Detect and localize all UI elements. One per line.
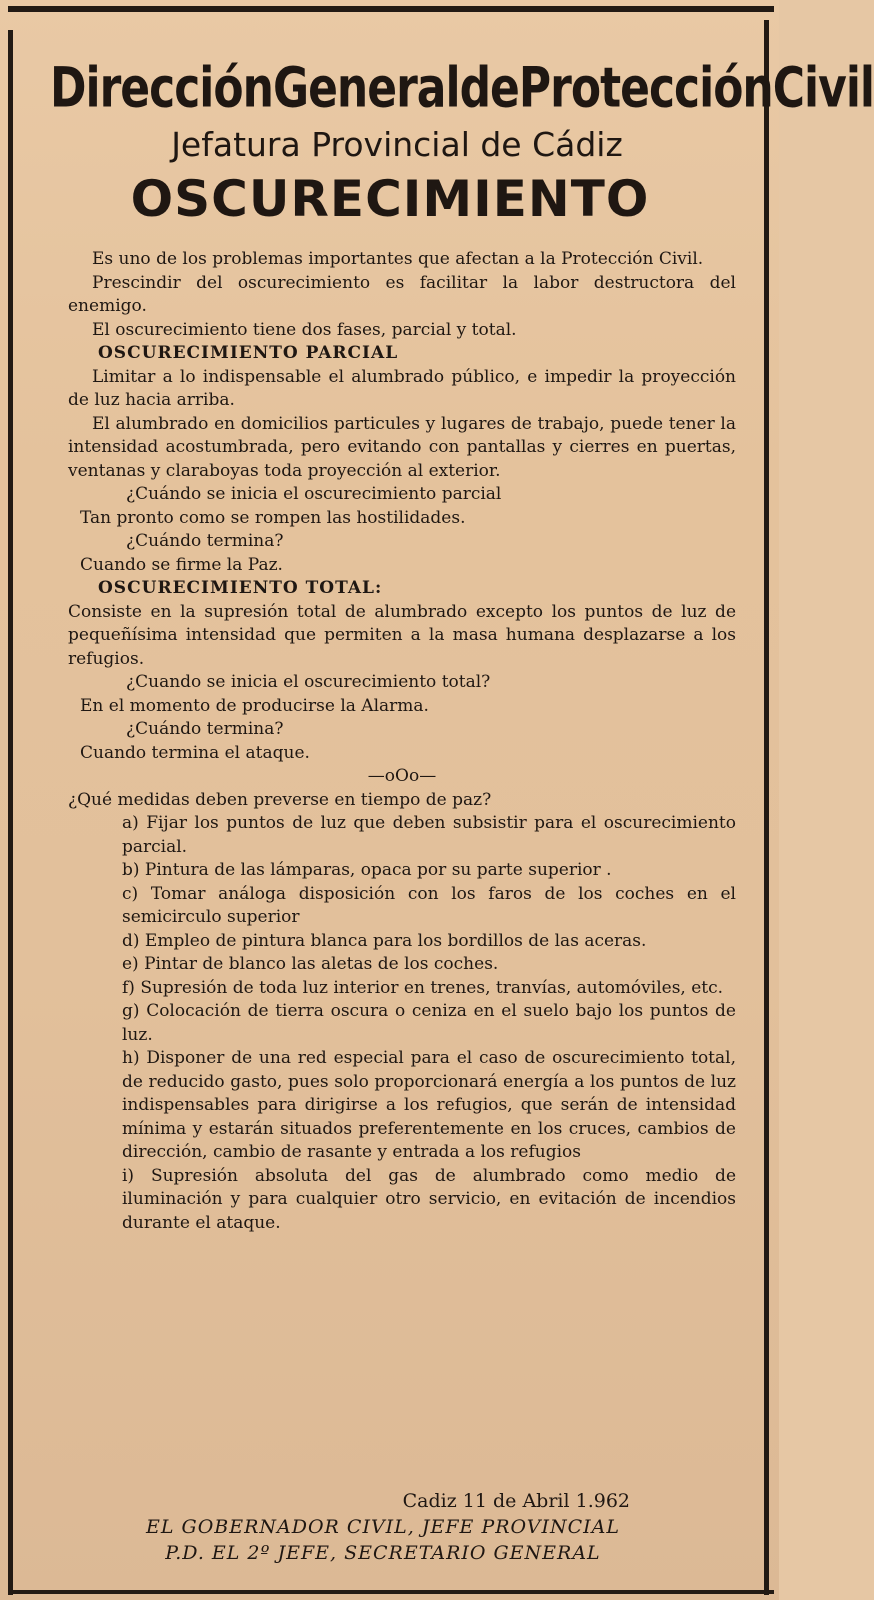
signature-line-2: P.D. EL 2º JEFE, SECRETARIO GENERAL [165, 1542, 601, 1564]
section-heading-partial: OSCURECIMIENTO PARCIAL [98, 343, 399, 363]
answer: En el momento de producirse la Alarma. [80, 695, 429, 716]
left-border-rule [8, 30, 13, 1595]
list-item: i) Supresión absoluta del gas de alumbrado como medio de iluminación y para cualquier otro servicio, en evitación de incendios durante el ataque. [122, 1165, 736, 1233]
paragraph: Limitar a lo indispensable el alumbrado público, e impedir la proyección de luz hacia arriba. [68, 366, 736, 410]
signature-line-1: EL GOBERNADOR CIVIL, JEFE PROVINCIAL [145, 1516, 621, 1538]
separator: —oOo— [367, 766, 437, 786]
list-item: h) Disponer de una red especial para el caso de oscurecimiento total, de reducido gasto, pues solo proporcionará energía a los puntos de luz indispensables para dirigirse a los refugios, que serán de intensidad mínima y estarán situados preferentemente en los cruces, cambios de dirección, cambio de rasante y entrada a los refugios [122, 1048, 736, 1162]
section-heading-total: OSCURECIMIENTO TOTAL: [98, 578, 383, 598]
subtitle: Jefatura Provincial de Cádiz [171, 125, 623, 164]
list-item: d) Empleo de pintura blanca para los bordillos de las aceras. [122, 930, 647, 951]
paragraph: El alumbrado en domicilios particules y lugares de trabajo, puede tener la intensidad acostumbrada, pero evitando con pantallas y cierres en puertas, ventanas y claraboyas toda proyección al exterior. [68, 413, 736, 481]
paragraph: Es uno de los problemas importantes que afectan a la Protección Civil. [92, 249, 704, 269]
answer: Cuando se firme la Paz. [80, 554, 283, 575]
list-item: g) Colocación de tierra oscura o ceniza en el suelo bajo los puntos de luz. [122, 1001, 736, 1045]
title-word: General [272, 56, 460, 121]
title-word: Protección [518, 56, 773, 121]
footer [86, 1488, 680, 1566]
right-border-rule [764, 20, 769, 1595]
article-body [68, 248, 736, 1235]
question: ¿Cuándo termina? [126, 531, 284, 551]
list-item: e) Pintar de blanco las aletas de los coches. [122, 954, 499, 974]
date-line: Cadiz 11 de Abril 1.962 [402, 1490, 630, 1512]
paragraph: El oscurecimiento tiene dos fases, parcial y total. [92, 319, 517, 340]
title-word: Civil [772, 56, 874, 121]
paragraph: Prescindir del oscurecimiento es facilitar la labor destructora del enemigo. [68, 272, 736, 316]
list-item: f) Supresión de toda luz interior en trenes, tranvías, automóviles, etc. [122, 977, 724, 998]
list-item: a) Fijar los puntos de luz que deben subsistir para el oscurecimiento parcial. [122, 813, 736, 857]
title-word: Dirección [50, 56, 273, 121]
top-border-rule [8, 6, 774, 12]
bottom-border-rule [8, 1590, 774, 1594]
question: ¿Cuando se inicia el oscurecimiento total? [126, 672, 491, 692]
headline: OSCURECIMIENTO [130, 170, 650, 228]
measures-question: ¿Qué medidas deben preverse en tiempo de paz? [68, 789, 492, 810]
question: ¿Cuándo se inicia el oscurecimiento parcial [126, 484, 502, 504]
question: ¿Cuándo termina? [126, 719, 284, 739]
list-item: b) Pintura de las lámparas, opaca por su parte superior . [122, 860, 612, 880]
measures-list [68, 812, 736, 1235]
list-item: c) Tomar análoga disposición con los faros de los coches en el semicirculo superior [122, 883, 736, 927]
title-word: de [459, 56, 519, 121]
paragraph: Consiste en la supresión total de alumbrado excepto los puntos de luz de pequeñísima intensidad que permiten a la masa humana desplazarse a los refugios. [68, 601, 736, 669]
answer: Tan pronto como se rompen las hostilidades. [80, 507, 466, 528]
answer: Cuando termina el ataque. [80, 742, 310, 763]
